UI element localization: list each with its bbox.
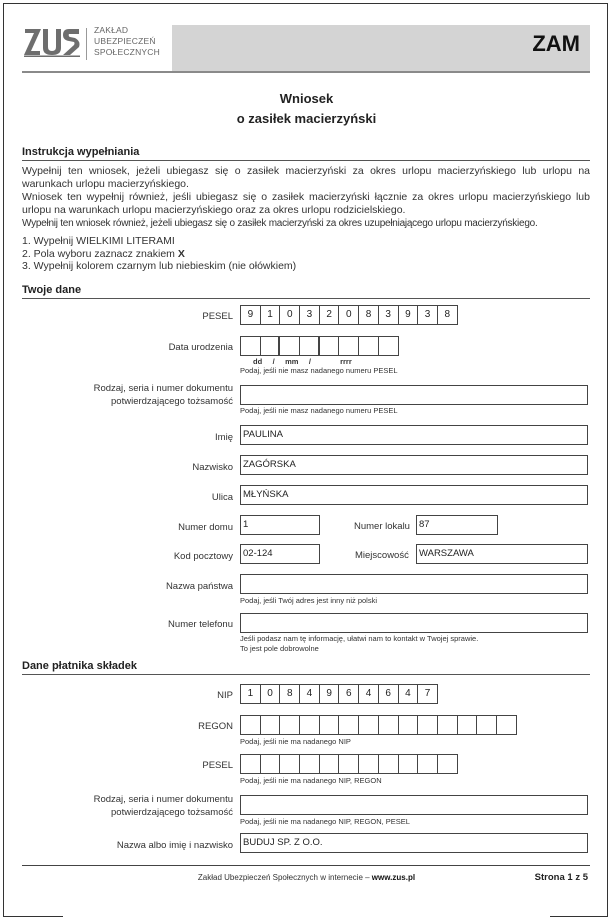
regon-digit[interactable] (280, 715, 300, 735)
birthdate-year-digit[interactable] (339, 336, 359, 356)
country-input[interactable] (240, 574, 588, 594)
payer-pesel-digit[interactable] (320, 754, 340, 774)
form-title-line1: Wniosek (279, 91, 334, 106)
nip-digit[interactable]: 8 (280, 684, 300, 704)
instruction-item: 3. Wypełnij kolorem czarnym lub niebieskim (nie ołówkiem) (22, 260, 297, 272)
payer-pesel-digit[interactable] (418, 754, 438, 774)
payer-pesel-digit[interactable] (339, 754, 359, 774)
pesel-digit[interactable]: 3 (379, 305, 399, 325)
page-border-top (3, 3, 608, 4)
form-header (22, 25, 590, 71)
id-doc-label (94, 382, 233, 408)
payer-pesel-digit[interactable] (438, 754, 458, 774)
footer-rule (22, 865, 590, 866)
instruction-paragraph: Wypełnij ten wniosek również, jeżeli ubiegasz się o zasiłek macierzyński za okres uzupełniającego urlopu macierzyńskiego. (22, 218, 538, 229)
birthdate-year-digit[interactable] (379, 336, 399, 356)
pesel-digit[interactable]: 1 (261, 305, 281, 325)
payer-pesel-field[interactable] (240, 754, 458, 774)
birthdate-year-digit[interactable] (359, 336, 379, 356)
birthdate-format-legend: dd / mm / rrrr (253, 357, 352, 366)
org-name-line2: UBEZPIECZEŃ (94, 36, 156, 46)
section-heading-instructions: Instrukcja wypełniania (22, 146, 590, 161)
postal-code-label: Kod pocztowy (173, 551, 233, 562)
footer-caption: Zakład Ubezpieczeń Społecznych w internecie – (197, 873, 372, 882)
regon-digit[interactable] (241, 715, 261, 735)
payer-id-doc-label-line2: potwierdzającego tożsamość (111, 807, 233, 818)
regon-digit[interactable] (300, 715, 320, 735)
regon-digit[interactable] (458, 715, 478, 735)
postal-code-input[interactable]: 02-124 (240, 544, 320, 564)
regon-digit[interactable] (359, 715, 379, 735)
regon-hint: Podaj, jeśli nie ma nadanego NIP (240, 737, 351, 746)
phone-hint (240, 634, 478, 653)
regon-field[interactable] (240, 715, 517, 735)
instruction-item: 1. Wypełnij WIELKIMI LITERAMI (22, 235, 175, 247)
phone-hint-line1: Jeśli podasz nam tę informację, ułatwi nam to kontakt w Twojej sprawie. (240, 634, 479, 643)
payer-name-input[interactable]: BUDUJ SP. Z O.O. (240, 833, 588, 853)
form-code: ZAM (532, 31, 580, 56)
section-heading-personal: Twoje dane (22, 284, 590, 299)
instruction-item (22, 248, 296, 261)
pesel-digit[interactable]: 9 (399, 305, 419, 325)
nip-digit[interactable]: 6 (379, 684, 399, 704)
flat-number-label: Numer lokalu (354, 521, 410, 532)
instruction-paragraph: Wniosek ten wypełnij również, jeśli ubiegasz się o zasiłek macierzyński łącznie za okres urlopu macierzyńskiego lub urlopu na warunkach urlopu macierzyńskiego oraz za okres urlopu rodzicielskiego. (22, 191, 590, 216)
pesel-digit[interactable]: 3 (300, 305, 320, 325)
payer-id-doc-input[interactable] (240, 795, 588, 815)
payer-pesel-digit[interactable] (280, 754, 300, 774)
nip-digit[interactable]: 4 (300, 684, 320, 704)
birthdate-month-digit[interactable] (300, 336, 320, 356)
street-input[interactable]: MŁYŃSKA (240, 485, 588, 505)
birthdate-field[interactable] (240, 336, 399, 356)
last-name-label: Nazwisko (192, 462, 233, 473)
nip-digit[interactable]: 7 (418, 684, 438, 704)
first-name-input[interactable]: PAULINA (240, 425, 588, 445)
nip-digit[interactable]: 4 (359, 684, 379, 704)
id-doc-label-line1: Rodzaj, seria i numer dokumentu (93, 383, 233, 394)
instructions-list (22, 235, 296, 273)
org-name-line1: ZAKŁAD (94, 25, 129, 35)
regon-digit[interactable] (477, 715, 497, 735)
pesel-digit[interactable]: 0 (339, 305, 359, 325)
nip-digit[interactable]: 6 (339, 684, 359, 704)
regon-digit[interactable] (339, 715, 359, 735)
birthdate-day-digit[interactable] (241, 336, 261, 356)
payer-pesel-hint: Podaj, jeśli nie ma nadanego NIP, REGON (240, 776, 382, 785)
house-number-label: Numer domu (178, 522, 233, 533)
regon-digit[interactable] (399, 715, 419, 735)
house-number-input[interactable]: 1 (240, 515, 320, 535)
payer-pesel-digit[interactable] (379, 754, 399, 774)
regon-digit[interactable] (438, 715, 458, 735)
id-doc-label-line2: potwierdzającego tożsamość (111, 396, 233, 407)
payer-pesel-label: PESEL (202, 760, 233, 771)
payer-id-doc-label-line1: Rodzaj, seria i numer dokumentu (93, 794, 233, 805)
city-label: Miejscowość (355, 550, 409, 561)
nip-field[interactable] (240, 684, 438, 704)
instruction-paragraph: Wypełnij ten wniosek, jeżeli ubiegasz się o zasiłek macierzyński za okres urlopu macierzyńskiego lub urlopu na warunkach urlopu macierzyńskiego. (22, 165, 590, 190)
pesel-digit[interactable]: 8 (359, 305, 379, 325)
payer-pesel-digit[interactable] (399, 754, 419, 774)
section-heading-payer: Dane płatnika składek (22, 660, 590, 675)
birthdate-day-digit[interactable] (261, 336, 281, 356)
header-band (172, 25, 590, 71)
header-rule (22, 71, 590, 73)
form-title-line2: o zasiłek macierzyński (236, 111, 377, 126)
birthdate-month-digit[interactable] (280, 336, 300, 356)
page-border-bottom-right (550, 916, 608, 917)
nip-digit[interactable]: 0 (261, 684, 281, 704)
regon-digit[interactable] (418, 715, 438, 735)
regon-digit[interactable] (379, 715, 399, 735)
birthdate-hint: Podaj, jeśli nie masz nadanego numeru PESEL (240, 366, 398, 375)
page-number: Strona 1 z 5 (534, 872, 588, 883)
nip-digit[interactable]: 4 (399, 684, 419, 704)
birthdate-label: Data urodzenia (168, 342, 233, 353)
page-border-left (3, 3, 4, 917)
nip-digit[interactable]: 1 (241, 684, 261, 704)
flat-number-input[interactable]: 87 (416, 515, 498, 535)
mark-symbol: X (177, 247, 185, 260)
org-name (94, 25, 160, 58)
pesel-digit[interactable]: 2 (320, 305, 340, 325)
payer-id-doc-hint: Podaj, jeśli nie ma nadanego NIP, REGON, PESEL (240, 817, 410, 826)
country-label: Nazwa państwa (165, 581, 233, 592)
street-label: Ulica (211, 492, 233, 503)
regon-digit[interactable] (497, 715, 517, 735)
pesel-label: PESEL (202, 311, 233, 322)
last-name-input[interactable]: ZAGÓRSKA (240, 455, 588, 475)
first-name-label: Imię (215, 432, 233, 443)
instructions-text (22, 165, 590, 230)
page-border-bottom-left (3, 916, 63, 917)
logo-divider (86, 28, 87, 60)
pesel-digit[interactable]: 8 (438, 305, 458, 325)
regon-digit[interactable] (320, 715, 340, 735)
nip-digit[interactable]: 9 (320, 684, 340, 704)
instruction-item-text: 2. Pola wyboru zaznacz znakiem (22, 247, 178, 260)
payer-pesel-digit[interactable] (241, 754, 261, 774)
payer-pesel-digit[interactable] (359, 754, 379, 774)
payer-pesel-digit[interactable] (261, 754, 281, 774)
footer-text (0, 873, 613, 882)
pesel-digit[interactable]: 3 (418, 305, 438, 325)
zus-logo-icon (24, 27, 80, 57)
birthdate-year-digit[interactable] (320, 336, 340, 356)
regon-label: REGON (198, 721, 233, 732)
phone-hint-line2: To jest pole dobrowolne (240, 643, 319, 653)
phone-label: Numer telefonu (168, 619, 233, 630)
id-doc-input[interactable] (240, 385, 588, 405)
city-input[interactable]: WARSZAWA (416, 544, 588, 564)
country-hint: Podaj, jeśli Twój adres jest inny niż polski (240, 596, 378, 605)
page-border-right (607, 3, 608, 917)
regon-digit[interactable] (261, 715, 281, 735)
payer-name-label: Nazwa albo imię i nazwisko (116, 840, 233, 851)
org-name-line3: SPOŁECZNYCH (94, 47, 160, 57)
pesel-digit[interactable]: 0 (280, 305, 300, 325)
id-doc-hint: Podaj, jeśli nie masz nadanego numeru PESEL (240, 406, 398, 415)
payer-id-doc-label (94, 793, 233, 819)
footer-website-link[interactable]: www.zus.pl (371, 873, 416, 882)
pesel-digit[interactable]: 9 (241, 305, 261, 325)
pesel-field[interactable] (240, 305, 458, 325)
nip-label: NIP (217, 690, 233, 701)
phone-input[interactable] (240, 613, 588, 633)
payer-pesel-digit[interactable] (300, 754, 320, 774)
